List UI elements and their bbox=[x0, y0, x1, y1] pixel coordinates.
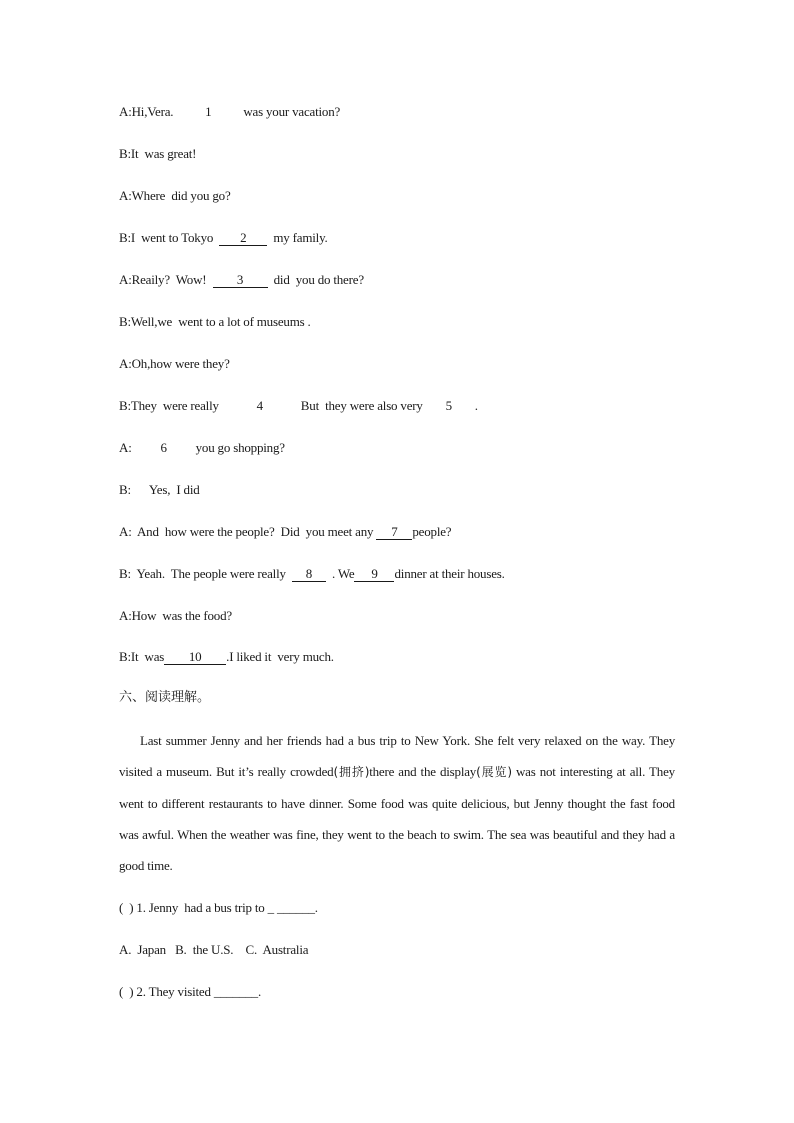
speaker-text: B:It was great! bbox=[119, 146, 197, 161]
dialogue-line-9 bbox=[119, 440, 285, 456]
speaker-text: A:Where did you go? bbox=[119, 188, 231, 203]
answer-blank-8[interactable]: 8 bbox=[292, 567, 326, 582]
line-text: . bbox=[474, 398, 478, 413]
answer-blank-10[interactable]: 10 bbox=[164, 650, 226, 665]
passage-gloss: (拥挤) bbox=[333, 765, 370, 779]
dialogue-line-7 bbox=[119, 356, 230, 372]
speaker-text: B: Yeah. The people were really bbox=[119, 566, 292, 581]
speaker-text: A:How was the food? bbox=[119, 608, 232, 623]
speaker-text: A:Hi,Vera. bbox=[119, 104, 174, 119]
speaker-text: A:Oh,how were they? bbox=[119, 356, 230, 371]
dialogue-line-11 bbox=[119, 524, 451, 540]
speaker-text: A: bbox=[119, 440, 132, 455]
reading-passage bbox=[119, 725, 675, 881]
answer-blank-3[interactable]: 3 bbox=[213, 273, 268, 288]
dialogue-line-13 bbox=[119, 608, 232, 624]
speaker-text: B:Well,we went to a lot of museums . bbox=[119, 314, 311, 329]
speaker-text: A:Reaily? Wow! bbox=[119, 272, 213, 287]
answer-blank-2[interactable]: 2 bbox=[219, 231, 267, 246]
line-text: you go shopping? bbox=[195, 440, 285, 455]
dialogue-line-4 bbox=[119, 230, 328, 246]
line-text: . We bbox=[325, 566, 355, 581]
dialogue-line-10 bbox=[119, 482, 200, 498]
line-text: my family. bbox=[267, 230, 328, 245]
line-text: Yes, I did bbox=[148, 482, 200, 497]
dialogue-line-6 bbox=[119, 314, 311, 330]
speaker-text: B:It was bbox=[119, 649, 165, 664]
blank-number: 5 bbox=[445, 398, 452, 413]
line-text: did you do there? bbox=[267, 272, 364, 287]
question-1: ( ) 1. Jenny had a bus trip to _ ______. bbox=[119, 900, 318, 915]
passage-text: was not interesting at all. They went to different restaurants to have dinner. Some food was quite delicious, but Jenny thought the fast food was awful. When the weather was fine, they went to the beach to swim. The sea was beautiful and they had a good time. bbox=[119, 764, 675, 873]
passage-text: Last summer Jenny and her friends had a bus trip to New York. She felt very relaxed on the way. They visited a museum. But it’s really crowded bbox=[119, 733, 675, 779]
speaker-text: B:They were really bbox=[119, 398, 219, 413]
passage-text: there and the display bbox=[369, 764, 477, 779]
passage-gloss: (展览) bbox=[476, 765, 512, 779]
dialogue-line-3 bbox=[119, 188, 231, 204]
line-text: dinner at their houses. bbox=[394, 566, 505, 581]
dialogue-line-14 bbox=[119, 649, 334, 665]
dialogue-line-2 bbox=[119, 146, 196, 162]
blank-number: 1 bbox=[205, 104, 212, 119]
blank-number: 4 bbox=[256, 398, 263, 413]
blank-number: 6 bbox=[160, 440, 167, 455]
line-text: But they were also very bbox=[300, 398, 423, 413]
question-2: ( ) 2. They visited _______. bbox=[119, 984, 261, 999]
line-text: people? bbox=[412, 524, 452, 539]
dialogue-line-1 bbox=[119, 104, 340, 120]
answer-blank-7[interactable]: 7 bbox=[376, 525, 412, 540]
question-1-options: A. Japan B. the U.S. C. Australia bbox=[119, 942, 309, 957]
dialogue-line-8 bbox=[119, 398, 478, 414]
speaker-text: A: And how were the people? Did you meet any bbox=[119, 524, 377, 539]
dialogue-line-5 bbox=[119, 272, 364, 288]
line-text: .I liked it very much. bbox=[226, 649, 334, 664]
line-text: was your vacation? bbox=[243, 104, 341, 119]
speaker-text: B: bbox=[119, 482, 131, 497]
speaker-text: B:I went to Tokyo bbox=[119, 230, 220, 245]
dialogue-line-12 bbox=[119, 566, 505, 582]
section-title: 六、阅读理解。 bbox=[119, 690, 211, 705]
answer-blank-9[interactable]: 9 bbox=[354, 567, 394, 582]
